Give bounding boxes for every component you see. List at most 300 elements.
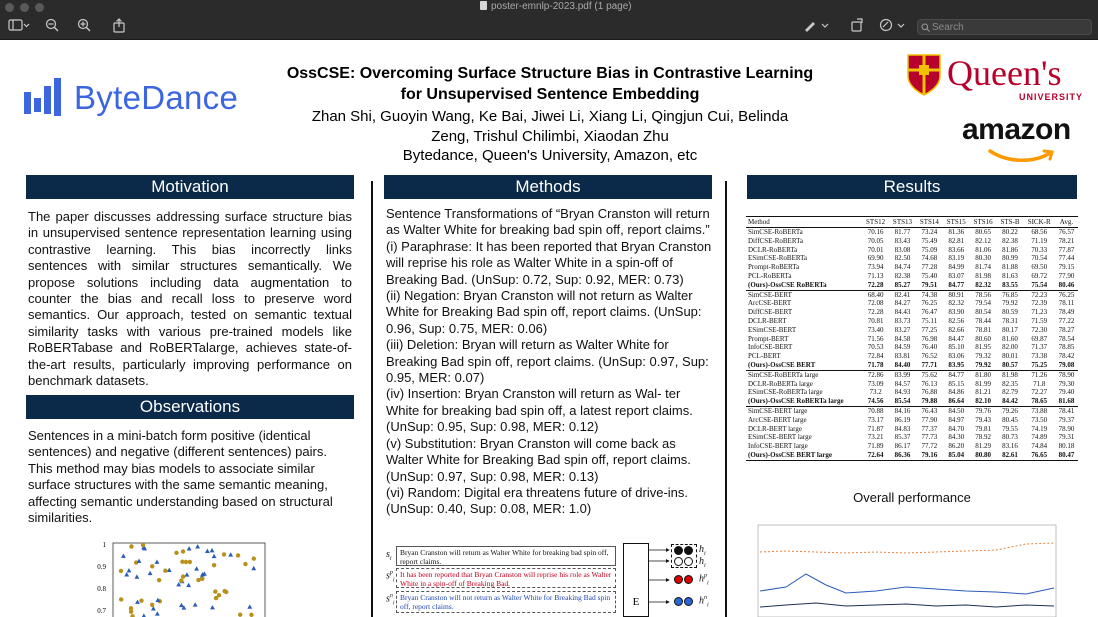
scatter-point (210, 605, 215, 609)
results-cell: 75.11 (921, 316, 938, 325)
methods-paraphrase: (i) Paraphrase: It has been reported that Bryan Cranston will reprise his role as Walter White in a spin-off of Breaking Bad. (UnSup: 0.72, Sup: 0.92, MER: 0.73) (386, 238, 712, 287)
results-cell: (Ours)-OssCSE BERT (746, 361, 862, 370)
results-cell: 81.63 (1002, 271, 1018, 280)
results-cell: DiffCSE-BERT (748, 308, 793, 317)
results-cell: 84.30 (948, 433, 965, 442)
results-cell: 79.30 (1058, 379, 1075, 388)
results-column-header: Method (746, 217, 862, 228)
column-divider-right (725, 181, 727, 617)
results-cell: PCL-BERT (748, 352, 781, 361)
close-window-button[interactable] (5, 3, 14, 12)
results-cell: ESimCSE-BERT (748, 325, 797, 334)
results-cell: ESimCSE-RoBERTa (748, 254, 807, 263)
results-cell: 80.73 (1002, 433, 1018, 442)
h1-label-text: h (699, 544, 704, 555)
scatter-tick-1: 1 (102, 541, 106, 549)
results-cell: 86.36 (889, 451, 916, 460)
results-cell: 70.16 (867, 228, 884, 236)
results-cell: DCLR-BERT (748, 316, 787, 325)
results-cell: 84.74 (894, 263, 911, 272)
results-cell: 71.59 (1031, 316, 1048, 325)
scatter-point (194, 566, 199, 570)
results-cell: 78.42 (1058, 352, 1075, 361)
document-title-text: poster-emnlp-2023.pdf (1 page) (491, 1, 632, 12)
scatter-point (119, 569, 123, 573)
results-cell: 84.99 (948, 263, 965, 272)
results-cell: 73.50 (1031, 415, 1048, 424)
minimize-window-button[interactable] (20, 3, 29, 12)
methods-heading: Methods (384, 175, 712, 199)
results-cell: 84.50 (948, 406, 965, 415)
results-cell: InfoCSE-BERT large (748, 442, 808, 451)
diagram-sn-label: $s^n_i$ (386, 593, 395, 607)
results-table-row (746, 352, 1078, 361)
results-cell: 84.93 (894, 388, 911, 397)
results-cell: 79.88 (916, 397, 943, 406)
results-cell: 79.31 (1058, 433, 1075, 442)
results-cell: 70.54 (1031, 254, 1048, 263)
results-cell: 76.47 (921, 308, 938, 317)
results-cell: 69.72 (1031, 271, 1048, 280)
scatter-point (174, 551, 178, 555)
scatter-point (238, 613, 242, 617)
overall-performance-title: Overall performance (853, 490, 971, 505)
scatter-point (124, 572, 129, 576)
results-cell: 81.74 (975, 263, 991, 272)
results-cell: 81.86 (1002, 245, 1018, 254)
embedding-dot (674, 546, 683, 555)
diagram-encoder-box (623, 543, 649, 617)
results-cell: 76.52 (921, 352, 938, 361)
results-cell: DiffCSE-RoBERTa (748, 236, 803, 245)
results-cell: 83.81 (894, 352, 911, 361)
results-cell: 73.94 (867, 263, 884, 272)
results-cell: 74.68 (921, 254, 938, 263)
scatter-point (141, 543, 145, 547)
scatter-point (251, 566, 256, 570)
results-cell: 84.40 (889, 361, 916, 370)
results-cell: 72.27 (1031, 388, 1048, 397)
results-cell: 72.30 (1031, 325, 1048, 334)
results-cell: 82.32 (948, 299, 965, 308)
results-cell: 79.32 (975, 352, 991, 361)
scatter-point (139, 598, 143, 602)
bytedance-logo-icon (24, 78, 68, 118)
results-cell: Prompt-BERT (748, 334, 789, 343)
results-column-header: STS14 (916, 217, 943, 228)
window-titlebar (0, 0, 1098, 14)
results-cell: SimCSE-BERT large (748, 406, 808, 415)
share-button[interactable] (109, 18, 129, 36)
results-cell: 82.41 (894, 290, 911, 299)
results-cell: 81.99 (975, 379, 991, 388)
scatter-point (181, 549, 185, 553)
overall-series-blue (760, 574, 1054, 594)
diagram-h1-label: $h_i$ (699, 544, 706, 557)
results-cell: 69.50 (1031, 263, 1048, 272)
results-column-header: SICK-R (1023, 217, 1054, 228)
embedding-dot (684, 557, 693, 566)
results-cell: 79.55 (1002, 424, 1018, 433)
results-table-header (746, 217, 1078, 228)
results-cell: 73.24 (921, 228, 938, 236)
results-cell: 80.47 (1055, 451, 1078, 460)
results-cell: 72.28 (862, 281, 889, 290)
scatter-point (213, 589, 217, 593)
results-cell: 76.40 (921, 343, 938, 352)
diagram-s-label: $s_i$ (386, 549, 392, 562)
results-cell: ArcCSE-BERT (748, 299, 792, 308)
results-cell: 73.09 (867, 379, 884, 388)
encoder-label: E (632, 596, 640, 608)
queens-university-logo (901, 48, 1091, 106)
results-cell: 82.38 (894, 271, 911, 280)
markup-pen-button[interactable] (800, 18, 834, 36)
results-cell: 86.19 (894, 415, 911, 424)
results-cell: DCLR-RoBERTa large (748, 379, 813, 388)
results-table-row (746, 317, 1078, 326)
diagram-negative-sentence: Bryan Cranston will not return as Walter White for Breaking Bad spin off, report claims. (396, 591, 616, 613)
scatter-point (187, 546, 192, 550)
results-cell: 75.40 (921, 271, 938, 280)
results-cell: 82.00 (1002, 343, 1018, 352)
results-cell: 80.54 (975, 308, 991, 317)
results-cell: 84.77 (948, 370, 965, 379)
results-cell: 85.54 (889, 397, 916, 406)
results-cell: 78.49 (1058, 308, 1075, 317)
results-cell: 70.01 (867, 245, 884, 254)
results-cell: 85.10 (948, 343, 965, 352)
results-cell: 82.66 (948, 325, 965, 334)
results-table-row (746, 416, 1078, 425)
results-cell: 79.37 (1058, 415, 1075, 424)
scatter-point (150, 564, 154, 568)
zoom-window-button[interactable] (35, 3, 44, 12)
results-cell: 73.40 (867, 325, 884, 334)
poster-title: OssCSE: Overcoming Surface Structure Bias in Contrastive Learning for Unsupervised Sentence Embedding (286, 65, 814, 103)
results-cell: 80.22 (1002, 228, 1018, 236)
methods-deletion: (iii) Deletion: Bryan will return as Walter White for Breaking Bad spin off, report claims. (UnSup: 0.97, Sup: 0.95, MER: 0.07) (386, 337, 709, 386)
results-table-row (746, 335, 1078, 344)
embedding-dot (684, 575, 693, 584)
results-cell: 74.89 (1031, 433, 1048, 442)
results-cell: ArcCSE-BERT large (748, 415, 807, 424)
results-cell: 82.10 (970, 397, 997, 406)
results-table-row (746, 254, 1078, 263)
results-cell: 81.98 (975, 271, 991, 280)
results-cell: 81.06 (975, 245, 991, 254)
amazon-logo-text: amazon (962, 113, 1071, 146)
results-cell: 77.71 (916, 361, 943, 370)
results-cell: 79.15 (1058, 263, 1075, 272)
results-cell: 73.88 (1031, 406, 1048, 415)
scatter-point (135, 574, 140, 578)
results-cell: 81.98 (1002, 370, 1018, 379)
results-cell: 83.16 (1002, 442, 1018, 451)
results-cell: 75.54 (1023, 281, 1054, 290)
motivation-text: The paper discusses addressing surface structure bias in unsupervised sentence representation learning using contrastive learning. This bias incorrectly links sentences with similar structures semantically. We propose solutions including data augmentation to counter the bias and recall loss to preserve word semantics. Our approach, tested on semantic textual similarity tasks with various pre-trained models like RoBERTabase and RoBERTalarge, achieves state-of-the-art results, particularly improving performance on benchmark datasets. (28, 209, 352, 389)
results-cell: 80.60 (975, 334, 991, 343)
results-cell: 72.28 (867, 308, 884, 317)
results-table-row (746, 281, 1078, 290)
results-table-row (746, 272, 1078, 281)
scatter-point (222, 552, 226, 556)
results-table-row (746, 299, 1078, 308)
results-cell: ESimCSE-RoBERTa large (748, 388, 823, 397)
scatter-point (150, 603, 154, 607)
results-table-row (746, 237, 1078, 246)
results-cell: 73.38 (1031, 352, 1048, 361)
share-icon (112, 18, 126, 33)
results-cell: 77.90 (921, 415, 938, 424)
amazon-logo (960, 113, 1080, 169)
results-cell: 79.54 (975, 299, 991, 308)
results-cell: 77.28 (921, 263, 938, 272)
methods-text (386, 206, 712, 518)
results-cell: 81.95 (975, 343, 991, 352)
scatter-point (186, 583, 191, 587)
results-cell: 84.86 (948, 388, 965, 397)
methods-substitution: (v) Substitution: Bryan Cranston will come back as Walter White for Breaking Bad spin off, report claims. (UnSup: 0.97, Sup: 0.98, MER: 0.13) (386, 435, 691, 484)
results-cell: 86.20 (948, 442, 965, 451)
results-cell: 78.81 (975, 325, 991, 334)
overall-performance-chart (746, 519, 1078, 617)
results-cell: 79.08 (1055, 361, 1078, 370)
results-cell: 85.37 (894, 433, 911, 442)
results-cell: 83.90 (948, 308, 965, 317)
results-cell: 82.38 (1002, 236, 1018, 245)
diagram-h2-label: $h_i$ (699, 556, 706, 569)
results-cell: 84.59 (894, 343, 911, 352)
results-cell: 76.57 (1058, 228, 1075, 236)
scatter-point (121, 554, 126, 558)
results-cell: 85.15 (948, 379, 965, 388)
scatter-point (185, 572, 190, 576)
results-cell: 69.90 (867, 254, 884, 263)
toolbar (0, 14, 1098, 40)
results-cell: 71.89 (867, 442, 884, 451)
results-cell: InfoCSE-BERT (748, 343, 793, 352)
embedding-dot (674, 597, 683, 606)
h2-label-text: h (699, 556, 704, 567)
results-cell: 68.56 (1031, 228, 1048, 236)
results-cell: 78.31 (1002, 316, 1018, 325)
results-cell: 85.27 (889, 281, 916, 290)
overall-chart-frame (758, 525, 1056, 617)
results-cell: 70.53 (867, 343, 884, 352)
results-table-row (746, 442, 1078, 451)
results-cell: 83.27 (894, 325, 911, 334)
results-cell: ESimCSE-BERT large (748, 433, 812, 442)
results-table-row (746, 380, 1078, 389)
results-table-row (746, 263, 1078, 272)
results-cell: 72.39 (1031, 299, 1048, 308)
results-cell: 74.38 (921, 290, 938, 299)
results-heading: Results (747, 175, 1077, 199)
results-cell: 77.25 (921, 325, 938, 334)
results-cell: 78.85 (1058, 343, 1075, 352)
diagram-anchor-sentence: Bryan Cranston will return as Walter White for breaking bad spin off, report claims. (396, 546, 616, 566)
results-table (746, 216, 1078, 461)
search-field[interactable] (917, 19, 1092, 35)
results-cell: (Ours)-OssCSE RoBERTa large (746, 397, 862, 406)
results-cell: 72.84 (867, 352, 884, 361)
scatter-point (184, 560, 188, 564)
results-cell: 76.13 (921, 379, 938, 388)
results-table-row (746, 433, 1078, 442)
results-cell: 72.64 (862, 451, 889, 460)
results-cell: 74.56 (862, 397, 889, 406)
search-icon (921, 23, 930, 32)
results-cell: 78.90 (1058, 370, 1075, 379)
results-cell: SimCSE-BERT (748, 290, 792, 299)
results-cell: 80.80 (970, 451, 997, 460)
diagram-positive-sentence: It has been reported that Bryan Cranston will reprise his role as Walter White in a spin-off of Breaking Bad. (396, 568, 616, 588)
results-cell: 68.40 (867, 290, 884, 299)
results-table-row (746, 451, 1078, 460)
results-cell: 83.55 (997, 281, 1024, 290)
markup-toolbar-button[interactable] (876, 18, 910, 36)
results-cell: (Ours)-OssCSE RoBERTa (746, 281, 862, 290)
scatter-point (155, 559, 160, 563)
results-cell: 77.90 (1058, 271, 1075, 280)
results-cell: 79.43 (975, 415, 991, 424)
diagram-sp-label: $s^p_i$ (386, 570, 395, 584)
scatter-point (205, 549, 210, 553)
results-cell: 84.97 (948, 415, 965, 424)
embedding-dot (684, 546, 693, 555)
scatter-point (179, 603, 184, 607)
poster-authors: Zhan Shi, Guoyin Wang, Ke Bai, Jiwei Li, Xiang Li, Qingjun Cui, Belinda Zeng, Trishul Chilimbi, Xiaodan Zhu (311, 108, 789, 145)
results-cell: 83.08 (894, 245, 911, 254)
scatter-tick-0.9: 0.9 (97, 563, 106, 571)
results-cell: 82.12 (975, 236, 991, 245)
h3-label-text: h (699, 573, 704, 585)
results-cell: 82.56 (948, 316, 965, 325)
h4-label-text: h (699, 595, 704, 607)
scatter-point (129, 544, 133, 548)
results-cell: 75.49 (921, 236, 938, 245)
results-cell: 78.54 (1058, 334, 1075, 343)
zoom-out-button[interactable] (42, 18, 62, 36)
results-cell: 82.81 (948, 236, 965, 245)
results-table-row (746, 246, 1078, 255)
results-cell: 83.73 (894, 316, 911, 325)
scatter-point (200, 577, 204, 581)
zoom-in-icon (77, 18, 91, 32)
queens-logo-text: Queen's (947, 53, 1062, 93)
results-table-row (746, 228, 1078, 237)
results-cell: 73.17 (867, 415, 884, 424)
results-cell: 71.87 (867, 424, 884, 433)
results-cell: 78.27 (1058, 325, 1075, 334)
results-cell: 80.46 (1055, 281, 1078, 290)
results-cell: 78.21 (1058, 236, 1075, 245)
scatter-point (217, 593, 221, 597)
results-column-header: STS12 (862, 217, 889, 228)
observations-text: Sentences in a mini-batch form positive (identical sentences) and negative (different sentences) pairs. This method may bias models to associate similar surface structures with the same semantic meaning, affecting semantic understanding based on structural similarities. (28, 428, 333, 526)
sidebar-toggle-button[interactable] (6, 18, 32, 36)
scatter-point (212, 563, 216, 567)
results-cell: 84.47 (948, 334, 965, 343)
results-column-header: STS-B (997, 217, 1024, 228)
scatter-point (119, 597, 123, 601)
results-table-row (746, 406, 1078, 415)
results-cell: 79.92 (970, 361, 997, 370)
results-cell: 79.26 (1002, 406, 1018, 415)
results-cell: 82.35 (1002, 379, 1018, 388)
results-cell: 81.77 (894, 228, 911, 236)
motivation-heading: Motivation (26, 175, 354, 199)
results-cell: 79.76 (975, 406, 991, 415)
queens-logo-subtext: UNIVERSITY (1019, 92, 1084, 102)
zoom-in-button[interactable] (74, 18, 94, 36)
results-cell: 71.8 (1033, 379, 1046, 388)
scatter-point (188, 560, 192, 564)
scatter-frame (113, 543, 265, 617)
scatter-point (179, 578, 183, 582)
results-cell: 80.30 (975, 254, 991, 263)
results-cell: 81.88 (1002, 263, 1018, 272)
results-cell: 76.25 (921, 299, 938, 308)
methods-random: (vi) Random: Digital era threatens future of drive-ins.(UnSup: 0.40, Sup: 0.08, MER: 1.0) (386, 484, 689, 517)
rotate-icon (850, 18, 864, 32)
poster-page (0, 41, 1098, 617)
search-input[interactable] (932, 20, 1087, 34)
results-cell: 70.33 (1031, 245, 1048, 254)
results-table-row (746, 326, 1078, 335)
results-cell: 77.44 (1058, 254, 1075, 263)
results-cell: 72.23 (1031, 290, 1048, 299)
scatter-point (157, 578, 161, 582)
poster-affiliations: Bytedance, Queen's University, Amazon, etc (402, 147, 698, 164)
results-cell: 76.65 (1023, 451, 1054, 460)
overall-series-orange (760, 543, 1054, 553)
scatter-point (210, 548, 215, 552)
scatter-point (137, 559, 142, 563)
results-cell: 76.88 (921, 388, 938, 397)
s-label-text: s (386, 549, 390, 560)
results-cell: 71.56 (867, 334, 884, 343)
observations-heading: Observations (26, 395, 354, 419)
results-cell: 71.23 (1031, 308, 1048, 317)
results-cell: 71.78 (862, 361, 889, 370)
methods-insertion: (iv) Insertion: Bryan Cranston will return as Wal- ter White for breaking bad spin off, a latest report claims. (UnSup: 0.95, Sup: 0.98, MER: 0.12) (386, 386, 693, 435)
results-table-row (746, 343, 1078, 352)
sn-label-text: s (386, 593, 390, 605)
results-cell: 78.65 (1023, 397, 1054, 406)
methods-negation: (ii) Negation: Bryan Cranston will not return as Walter White for Breaking Bad spin off, report claims. (UnSup: 0.96, Sup: 0.75, MER: 0.06) (386, 288, 702, 336)
column-divider-left (371, 181, 373, 617)
rotate-button[interactable] (846, 18, 868, 36)
results-cell: 80.91 (948, 290, 965, 299)
results-cell: 79.40 (1058, 388, 1075, 397)
results-cell: 81.60 (1002, 334, 1018, 343)
scatter-point (193, 602, 198, 606)
scatter-point (163, 569, 167, 573)
results-cell: 80.17 (1002, 325, 1018, 334)
results-cell: 80.65 (975, 228, 991, 236)
results-cell: 74.84 (1031, 442, 1048, 451)
scatter-point (141, 613, 146, 617)
results-cell: 71.19 (1031, 236, 1048, 245)
embedding-dot (674, 557, 683, 566)
results-table-row (746, 361, 1078, 370)
scatter-point (155, 611, 160, 615)
results-cell: 79.92 (1002, 299, 1018, 308)
results-cell: 78.90 (1058, 424, 1075, 433)
results-cell: 73.2 (869, 388, 882, 397)
